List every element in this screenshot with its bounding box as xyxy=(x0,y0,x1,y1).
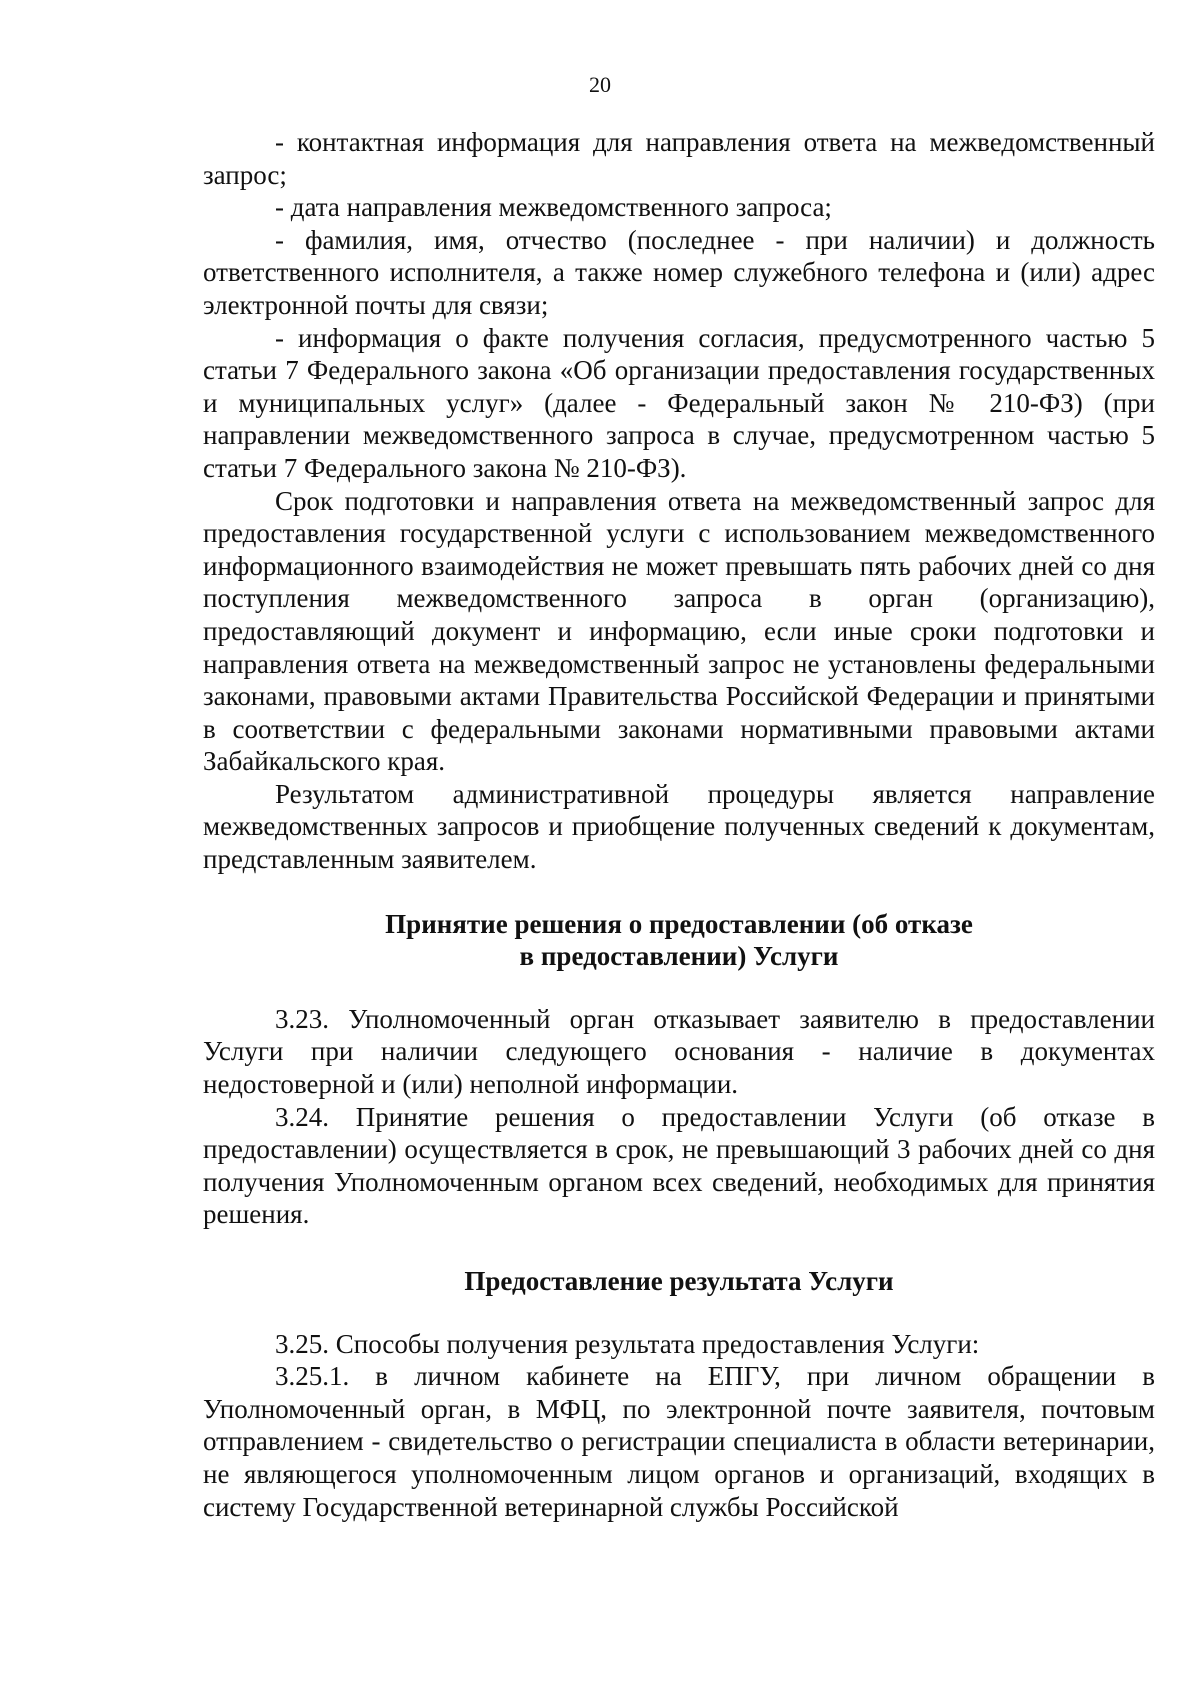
paragraph-3-24: 3.24. Принятие решения о предоставлении Услуги (об отказе в предоставлении) осуществляется в срок, не превышающий 3 рабочих дней со дня получения Уполномоченным органом всех сведений, необходимых для принятия решения. xyxy=(203,1101,1155,1230)
paragraph-consent-info: - информация о факте получения согласия, предусмотренного частью 5 статьи 7 Федерального закона «Об организации предоставления государственных и муниципальных услуг» (далее - Федеральный закон № 210-ФЗ) (при направлении межведомственного запроса в случае, предусмотренном частью 5 статьи 7 Федерального закона № 210-ФЗ). xyxy=(203,322,1155,483)
paragraph-3-25: 3.25. Способы получения результата предоставления Услуги: xyxy=(275,1328,980,1359)
page-number: 20 xyxy=(589,72,611,97)
section-heading-decision-line1: Принятие решения о предоставлении (об отказе xyxy=(385,908,973,939)
section-heading-decision xyxy=(203,908,1155,973)
paragraph-executor-info: - фамилия, имя, отчество (последнее - при наличии) и должность ответственного исполнителя, а также номер служебного телефона и (или) адрес электронной почты для связи; xyxy=(203,224,1155,320)
document-body xyxy=(203,126,1155,1523)
paragraph-3-23: 3.23. Уполномоченный орган отказывает заявителю в предоставлении Услуги при наличии следующего основания - наличие в документах недостоверной и (или) неполной информации. xyxy=(203,1003,1155,1100)
paragraph-3-25-1: 3.25.1. в личном кабинете на ЕПГУ, при личном обращении в Уполномоченный орган, в МФЦ, по электронной почте заявителя, почтовым отправлением - свидетельство о регистрации специалиста в области ветеринарии, не являющегося уполномоченным лицом органов и организаций, входящих в систему Государственной ветеринарной службы Российской xyxy=(203,1361,1155,1522)
paragraph-response-deadline: Срок подготовки и направления ответа на межведомственный запрос для предоставления государственной услуги с использованием межведомственного информационного взаимодействия не может превышать пять рабочих дней со дня поступления межведомственного запроса в орган (организацию), предоставляющий документ и информацию, если иные сроки подготовки и направления ответа на межведомственный запрос не установлены федеральными законами, правовыми актами Правительства Российской Федерации и принятыми в соответствии с федеральными законами нормативными правовыми актами Забайкальского края. xyxy=(203,485,1155,777)
paragraph-request-date: - дата направления межведомственного запроса; xyxy=(275,192,832,223)
section-heading-result: Предоставление результата Услуги xyxy=(464,1266,894,1296)
section-heading-decision-line2: в предоставлении) Услуги xyxy=(519,941,839,972)
paragraph-procedure-result: Результатом административной процедуры является направление межведомственных запросов и приобщение полученных сведений к документам, представленным заявителем. xyxy=(203,778,1155,875)
paragraph-contact-info: - контактная информация для направления ответа на межведомственный запрос; xyxy=(203,127,1155,190)
